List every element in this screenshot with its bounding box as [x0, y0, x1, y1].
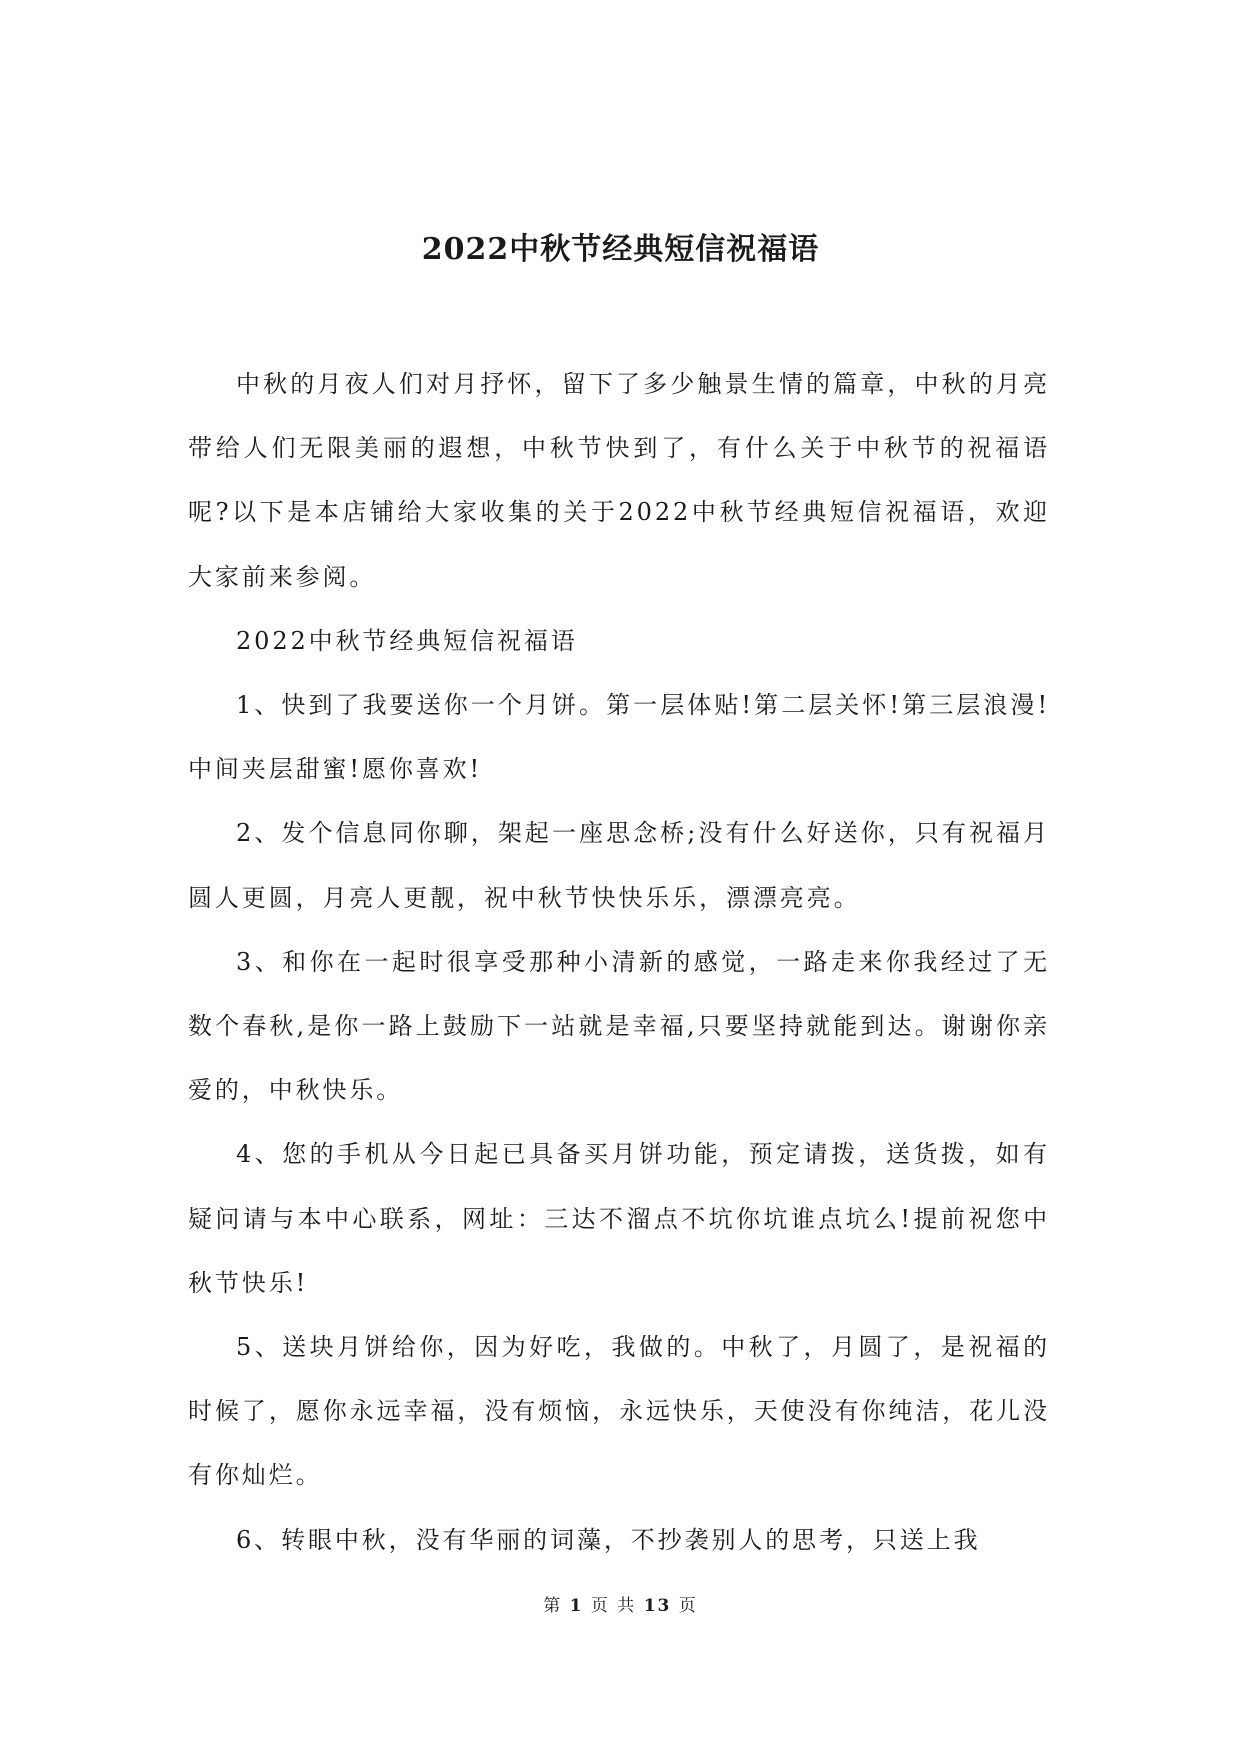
footer-suffix: 页 [678, 1596, 698, 1616]
paragraph-item-2: 2、发个信息同你聊，架起一座思念桥;没有什么好送你，只有祝福月圆人更圆，月亮人更靓，祝中秋节快快乐乐，漂漂亮亮。 [188, 819, 1050, 912]
paragraph-item-4: 4、您的手机从今日起已具备买月饼功能，预定请拨，送货拨，如有疑问请与本中心联系，网址：三达不溜点不坑你坑谁点坑么!提前祝您中秋节快乐! [188, 1140, 1050, 1297]
footer-prefix: 第 [543, 1596, 563, 1616]
footer-total-pages: 13 [643, 1596, 672, 1616]
paragraph-item-3: 3、和你在一起时很享受那种小清新的感觉，一路走来你我经过了无数个春秋,是你一路上鼓励下一站就是幸福,只要坚持就能到达。谢谢你亲爱的，中秋快乐。 [188, 947, 1050, 1105]
document-title: 2022中秋节经典短信祝福语 [421, 232, 820, 267]
paragraph-item-5: 5、送块月饼给你，因为好吃，我做的。中秋了，月圆了，是祝福的时候了，愿你永远幸福，没有烦恼，永远快乐，天使没有你纯洁，花儿没有你灿烂。 [188, 1333, 1050, 1490]
paragraph-intro: 中秋的月夜人们对月抒怀，留下了多少触景生情的篇章，中秋的月亮带给人们无限美丽的遐想，中秋节快到了，有什么关于中秋节的祝福语呢?以下是本店铺给大家收集的关于2022中秋节经典短信祝福语，欢迎大家前来参阅。 [188, 370, 1050, 591]
document-body [188, 352, 1050, 1572]
footer-middle: 页 共 [590, 1596, 637, 1616]
paragraph-item-6: 6、转眼中秋，没有华丽的词藻，不抄袭别人的思考，只送上我 [236, 1525, 981, 1554]
section-heading: 2022中秋节经典短信祝福语 [236, 626, 578, 655]
paragraph-item-1: 1、快到了我要送你一个月饼。第一层体贴!第二层关怀!第三层浪漫!中间夹层甜蜜!愿你喜欢! [188, 691, 1050, 784]
page-footer [0, 1594, 1241, 1618]
footer-current-page: 1 [569, 1596, 584, 1616]
